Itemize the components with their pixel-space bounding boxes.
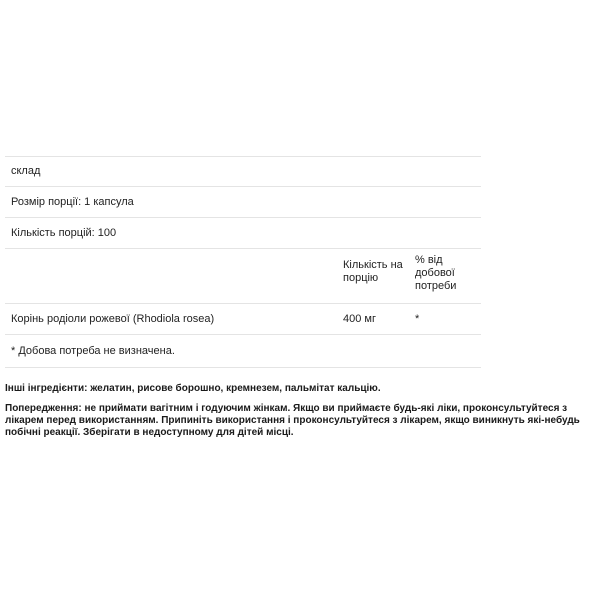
ingredient-daily-value: *: [415, 313, 420, 325]
serving-size: Розмір порції: 1 капсула: [11, 195, 134, 208]
ingredient-row: [5, 304, 481, 335]
facts-header-row: [5, 249, 481, 304]
label-notes: [5, 383, 590, 439]
servings-per-container: Кількість порцій: 100: [11, 226, 117, 239]
footnote-row: [5, 335, 481, 368]
facts-title-row: [5, 156, 481, 187]
daily-value-footnote: * Добова потреба не визначена.: [11, 344, 175, 357]
supplement-facts-table: [5, 156, 481, 368]
ingredient-name: Корінь родіоли рожевої (Rhodiola rosea): [11, 313, 215, 325]
other-ingredients: Інші інгредієнти: желатин, рисове борошно, кремнезем, пальмітат кальцію.: [5, 383, 381, 394]
servings-per-container-row: [5, 218, 481, 249]
facts-title: склад: [11, 165, 41, 177]
ingredient-amount: 400 мг: [343, 313, 376, 325]
serving-size-row: [5, 187, 481, 218]
warning-text: Попередження: не приймати вагітним і годуючим жінкам. Якщо ви приймаєте будь-які ліки, проконсультуйтеся з лікарем перед використанням. Припиніть використання і проконсультуйтеся з лікарем, якщо виникнуть які-небудь побічні реакції. Зберігати в недоступному для дітей місці.: [5, 403, 580, 438]
amount-per-serving-header: Кількість на порцію: [343, 259, 403, 284]
daily-value-header: % від добової потреби: [415, 254, 457, 292]
